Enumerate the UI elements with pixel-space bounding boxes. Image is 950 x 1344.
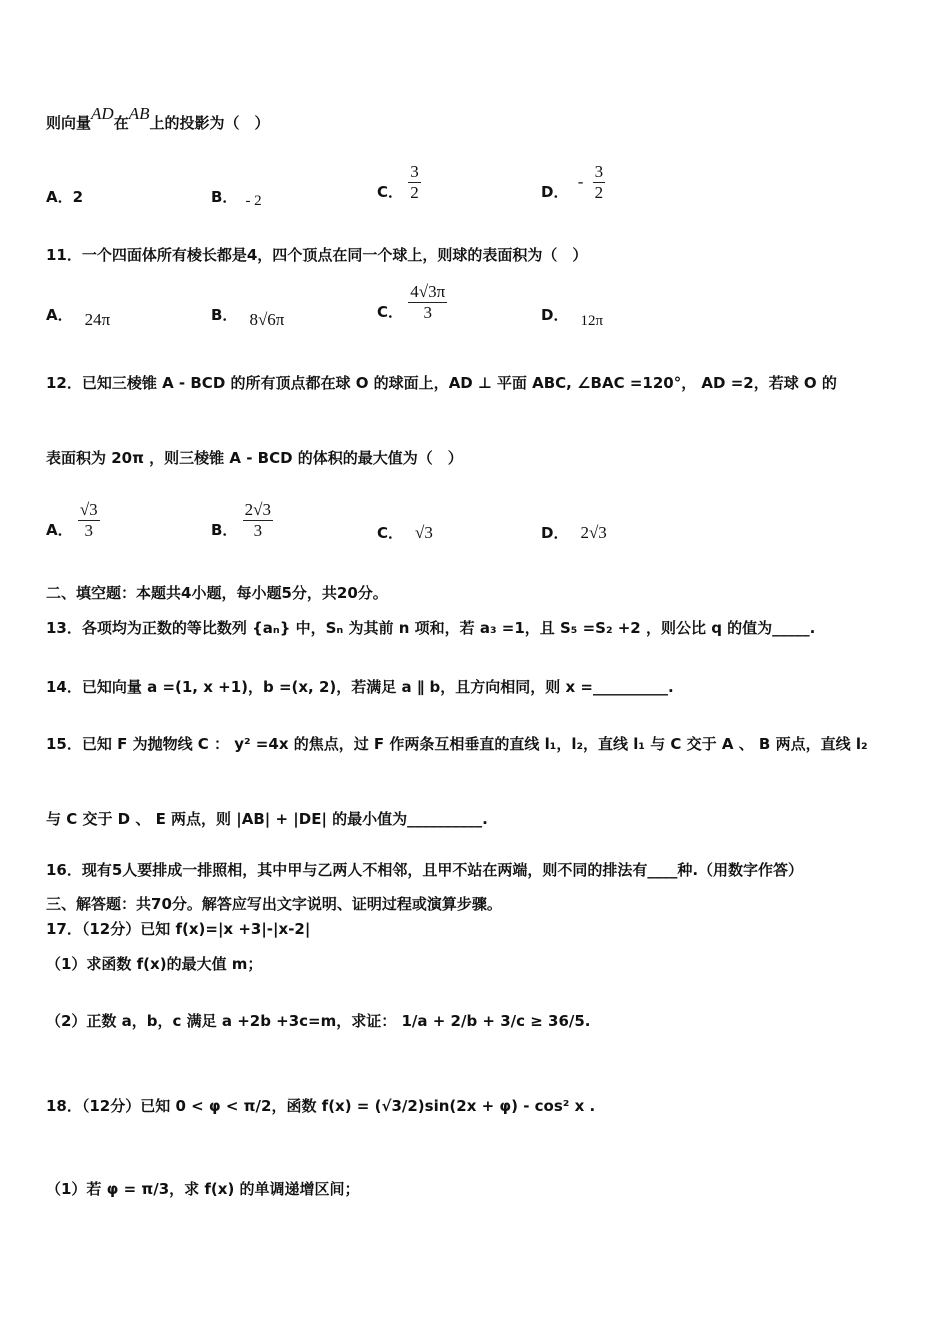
- fraction: $\frac{3}{2}$: [594, 162, 604, 202]
- q11-option-b: B． 8√6π: [211, 306, 285, 329]
- q18-part1: （1）若 φ = π/3，求 f(x) 的单调递增区间；: [46, 1180, 360, 1198]
- q11-option-c: C． $\frac{4√3\pi}{3}$: [377, 282, 446, 322]
- q12-option-c: C． √3: [377, 523, 433, 542]
- q12-option-a: A． $\frac{√3}{3}$: [46, 500, 98, 540]
- q10-option-c: C． $\frac{3}{2}$: [377, 162, 419, 202]
- q16: 16．现有5人要排成一排照相，其中甲与乙两人不相邻，且甲不站在两端，则不同的排法有____种.（用数字作答）: [46, 861, 804, 879]
- fraction: $\frac{3}{2}$: [410, 162, 419, 202]
- q12-line2: 表面积为 20π ，则三棱锥 A - BCD 的体积的最大值为（ ）: [46, 449, 463, 467]
- fraction: $\frac{4√3\pi}{3}$: [410, 282, 446, 322]
- q17-stem: 17．（12分）已知 f(x)=|x +3|-|x-2|: [46, 920, 311, 938]
- q14: 14．已知向量 a =(1, x +1)，b =(x, 2)，若满足 a ∥ b，且方向相同，则 x =__________.: [46, 678, 674, 696]
- q12-line1: 12．已知三棱锥 A - BCD 的所有顶点都在球 O 的球面上，AD ⊥ 平面 ABC, ∠BAC =120°， AD =2，若球 O 的: [46, 374, 837, 392]
- section-3-heading: 三、解答题：共70分。解答应写出文字说明、证明过程或演算步骤。: [46, 895, 502, 913]
- q17-part2: （2）正数 a，b，c 满足 a +2b +3c=m，求证： 1/a + 2/b + 3/c ≥ 36/5.: [46, 1012, 591, 1030]
- q12-option-b: B． $\frac{2√3}{3}$: [211, 500, 272, 540]
- q10-option-b: B． - 2: [211, 188, 262, 209]
- q12-option-d: D． 2√3: [541, 523, 607, 542]
- q17-part1: （1）求函数 f(x)的最大值 m；: [46, 955, 263, 973]
- q15-line2: 与 C 交于 D 、 E 两点，则 |AB| + |DE| 的最小值为__________.: [46, 810, 488, 828]
- q10-stem: 则向量AD在AB上的投影为（ ）: [46, 104, 270, 132]
- q13: 13．各项均为正数的等比数列 {aₙ} 中，Sₙ 为其前 n 项和，若 a₃ =1，且 S₅ =S₂ +2 ，则公比 q 的值为_____.: [46, 619, 816, 637]
- q15-line1: 15．已知 F 为抛物线 C ： y² =4x 的焦点，过 F 作两条互相垂直的直线 l₁，l₂，直线 l₁ 与 C 交于 A 、 B 两点，直线 l₂: [46, 735, 868, 753]
- q11-option-a: A． 24π: [46, 306, 111, 329]
- q11-stem: 11．一个四面体所有棱长都是4，四个顶点在同一个球上，则球的表面积为（ ）: [46, 246, 588, 264]
- q11-option-d: D． 12π: [541, 306, 604, 329]
- fraction: $\frac{√3}{3}$: [79, 500, 98, 540]
- q18-stem: 18．（12分）已知 0 < φ < π/2，函数 f(x) = (√3/2)sin(2x + φ) - cos² x .: [46, 1097, 596, 1115]
- section-2-heading: 二、填空题：本题共4小题，每小题5分，共20分。: [46, 584, 388, 602]
- q10-option-a: A．2: [46, 188, 84, 206]
- q10-option-d: D． - $\frac{3}{2}$: [541, 162, 604, 202]
- fraction: $\frac{2√3}{3}$: [244, 500, 272, 540]
